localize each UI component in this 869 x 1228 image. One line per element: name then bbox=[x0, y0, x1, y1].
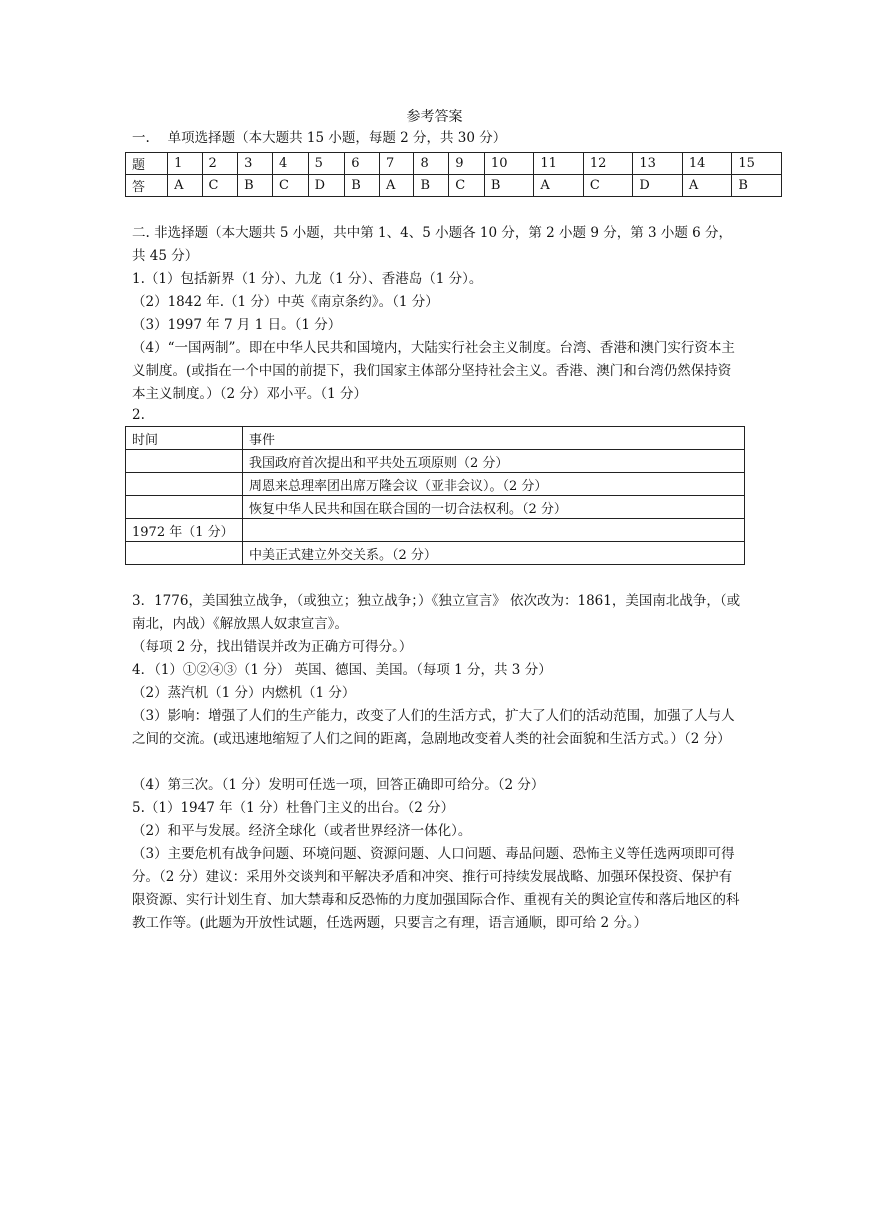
question-number: 13 bbox=[633, 153, 682, 175]
time-cell bbox=[126, 542, 243, 565]
table-header-row bbox=[126, 427, 745, 450]
question-number: 1 bbox=[168, 153, 202, 175]
question-number: 6 bbox=[345, 153, 380, 175]
table-row bbox=[126, 450, 745, 473]
question-number: 9 bbox=[449, 153, 485, 175]
row-label-question: 题 bbox=[126, 153, 168, 175]
time-cell bbox=[126, 496, 243, 519]
event-cell: 恢复中华人民共和国在联合国的一切合法权利。（2 分） bbox=[243, 496, 745, 519]
section1-heading: 一. 单项选择题（本大题共 15 小题，每题 2 分，共 30 分） bbox=[132, 130, 507, 146]
row-label-answer: 答 bbox=[126, 175, 168, 197]
header-time: 时间 bbox=[126, 427, 243, 450]
question-number: 12 bbox=[583, 153, 632, 175]
question-number: 2 bbox=[202, 153, 238, 175]
answer-cell: A bbox=[682, 175, 731, 197]
answer-cell: B bbox=[238, 175, 273, 197]
question-4-part-3: （3）影响：增强了人们的生产能力，改变了人们的生活方式，扩大了人们的活动范围，加强了人与人之间的交流。(或迅速地缩短了人们之间的距离，急剧地改变着人类的社会面貌和生活方式。）（2 分） bbox=[132, 708, 735, 747]
header-event: 事件 bbox=[243, 427, 745, 450]
question-3-answer: 3．1776，美国独立战争，（或独立；独立战争；）《独立宣言》 依次改为：1861，美国南北战争，（或南北，内战）《解放黑人奴隶宣言》。 bbox=[132, 593, 741, 632]
answer-cell: D bbox=[633, 175, 682, 197]
question-number: 14 bbox=[682, 153, 731, 175]
time-cell bbox=[126, 473, 243, 496]
event-cell: 周恩来总理率团出席万隆会议（亚非会议）。（2 分） bbox=[243, 473, 745, 496]
table-row bbox=[126, 496, 745, 519]
table-row bbox=[126, 473, 745, 496]
answer-table bbox=[125, 152, 782, 197]
question-1-part-3: （3）1997 年 7 月 1 日。（1 分） bbox=[132, 317, 342, 333]
answer-row bbox=[126, 175, 782, 197]
question-number: 8 bbox=[414, 153, 449, 175]
question-number: 5 bbox=[308, 153, 345, 175]
answer-cell: A bbox=[380, 175, 414, 197]
diplomacy-events-table bbox=[125, 426, 745, 565]
question-1-part-2: （2）1842 年.（1 分）中英《南京条约》。（1 分） bbox=[132, 294, 439, 310]
question-number: 11 bbox=[534, 153, 583, 175]
question-number-row bbox=[126, 153, 782, 175]
answer-cell: C bbox=[449, 175, 485, 197]
section2-heading: 二. 非选择题（本大题共 5 小题，共中第 1、4、5 小题各 10 分，第 2 小题 9 分，第 3 小题 6 分，共 45 分） bbox=[132, 225, 733, 264]
question-5-part-3: （3）主要危机有战争问题、环境问题、资源问题、人口问题、毒品问题、恐怖主义等任选两项即可得分。（2 分）建议：采用外交谈判和平解决矛盾和冲突、推行可持续发展战略、加强环保投资、保护有限资源、实行计划生育、加大禁毒和反恐怖的力度加强国际合作、重视有关的舆论宣传和落后地区的科教工作等。(此题为开放性试题，任选两题，只要言之有理，语言通顺，即可给 2 分。） bbox=[132, 846, 740, 931]
answer-cell: B bbox=[414, 175, 449, 197]
answer-cell: B bbox=[732, 175, 782, 197]
question-number: 3 bbox=[238, 153, 273, 175]
answer-cell: A bbox=[534, 175, 583, 197]
answer-cell: C bbox=[202, 175, 238, 197]
question-number: 10 bbox=[484, 153, 533, 175]
answer-cell: D bbox=[308, 175, 345, 197]
question-number: 4 bbox=[272, 153, 308, 175]
event-cell bbox=[243, 519, 745, 542]
question-1-part-4: （4）“一国两制”。即在中华人民共和国境内，大陆实行社会主义制度。台湾、香港和澳门实行资本主义制度。(或指在一个中国的前提下，我们国家主体部分坚持社会主义。香港、澳门和台湾仍然保持资本主义制度。）（2 分）邓小平。（1 分） bbox=[132, 340, 735, 402]
question-3-note: （每项 2 分，找出错误并改为正确方可得分。） bbox=[132, 639, 413, 655]
answer-cell: C bbox=[583, 175, 632, 197]
answer-cell: B bbox=[484, 175, 533, 197]
question-5-part-2: （2）和平与发展。经济全球化（或者世界经济一体化）。 bbox=[132, 823, 472, 839]
time-cell: 1972 年（1 分） bbox=[126, 519, 243, 542]
page-title: 参考答案 bbox=[406, 109, 463, 125]
question-2-label: 2. bbox=[132, 407, 145, 423]
question-4-part-1: 4．（1）①②④③（1 分） 英国、德国、美国。（每项 1 分，共 3 分） bbox=[132, 662, 552, 678]
table-row bbox=[126, 542, 745, 565]
question-5-part-1: 5.（1）1947 年（1 分）杜鲁门主义的出台。（2 分） bbox=[132, 800, 455, 816]
question-number: 7 bbox=[380, 153, 414, 175]
question-4-part-4: （4）第三次。（1 分）发明可任选一项，回答正确即可给分。（2 分） bbox=[132, 777, 545, 793]
question-number: 15 bbox=[732, 153, 782, 175]
answer-cell: C bbox=[272, 175, 308, 197]
event-cell: 我国政府首次提出和平共处五项原则（2 分） bbox=[243, 450, 745, 473]
time-cell bbox=[126, 450, 243, 473]
question-4-part-2: （2）蒸汽机（1 分）内燃机（1 分） bbox=[132, 685, 356, 701]
table-row bbox=[126, 519, 745, 542]
answer-cell: A bbox=[168, 175, 202, 197]
answer-cell: B bbox=[345, 175, 380, 197]
event-cell: 中美正式建立外交关系。（2 分） bbox=[243, 542, 745, 565]
question-1-part-1: 1.（1）包括新界（1 分）、九龙（1 分）、香港岛（1 分）。 bbox=[132, 271, 483, 287]
